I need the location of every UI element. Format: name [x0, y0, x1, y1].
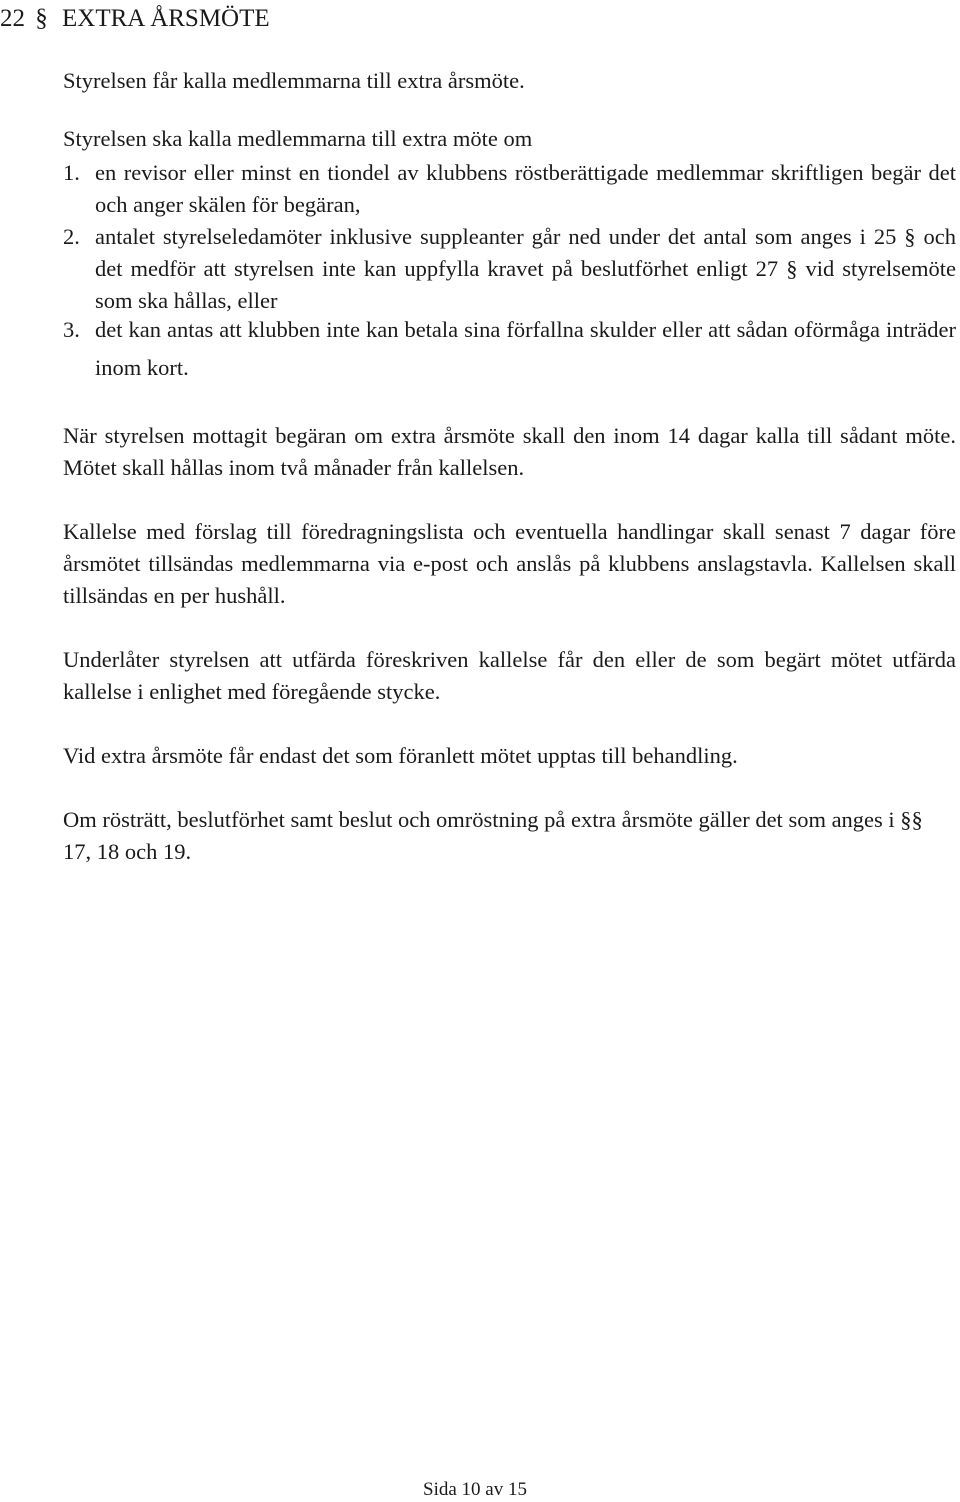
condition-list — [63, 157, 956, 393]
page-footer: Sida 10 av 15 — [423, 1479, 527, 1500]
list-item — [63, 221, 956, 317]
list-item-marker: 2. — [63, 224, 80, 249]
list-item-marker: 3. — [63, 317, 80, 342]
list-item-text: en revisor eller minst en tiondel av klubbens röstberättigade medlemmar skriftligen begär det och anger skälen för begäran, — [95, 160, 956, 217]
body-paragraph: Kallelse med förslag till föredragningslista och eventuella handlingar skall senast 7 dagar före årsmötet tillsändas medlemmarna via e-post och anslås på klubbens anslagstavla. Kallelsen skall tillsändas en per hushåll. — [63, 519, 956, 608]
list-item — [63, 157, 956, 221]
section-heading — [0, 2, 270, 36]
section-title: EXTRA ÅRSMÖTE — [62, 5, 270, 32]
list-item-text: det kan antas att klubben inte kan betala sina förfallna skulder eller att sådan oförmåga inträder inom kort. — [95, 317, 956, 380]
body-paragraph: Vid extra årsmöte får endast det som föranlett mötet upptas till behandling. — [63, 743, 738, 768]
list-item — [63, 311, 956, 387]
body-paragraph: När styrelsen mottagit begäran om extra årsmöte skall den inom 14 dagar kalla till sådant möte. Mötet skall hållas inom två månader från kallelsen. — [63, 423, 956, 480]
intro-paragraph-1: Styrelsen får kalla medlemmarna till extra årsmöte. — [63, 68, 525, 93]
body-paragraph: Underlåter styrelsen att utfärda föreskriven kallelse får den eller de som begärt mötet utfärda kallelse i enlighet med föregående stycke. — [63, 647, 956, 704]
list-item-marker: 1. — [63, 160, 80, 185]
intro-paragraph-2: Styrelsen ska kalla medlemmarna till extra möte om — [63, 126, 533, 151]
section-number: 22 — [0, 5, 25, 32]
section-sign: § — [35, 5, 48, 32]
body-paragraph: Om rösträtt, beslutförhet samt beslut och omröstning på extra årsmöte gäller det som anges i §§ 17, 18 och 19. — [63, 807, 923, 864]
list-item-text: antalet styrelseledamöter inklusive suppleanter går ned under det antal som anges i 25 § och det medför att styrelsen inte kan uppfylla kravet på beslutförhet enligt 27 § vid styrelsemöte som ska hållas, eller — [95, 224, 956, 313]
